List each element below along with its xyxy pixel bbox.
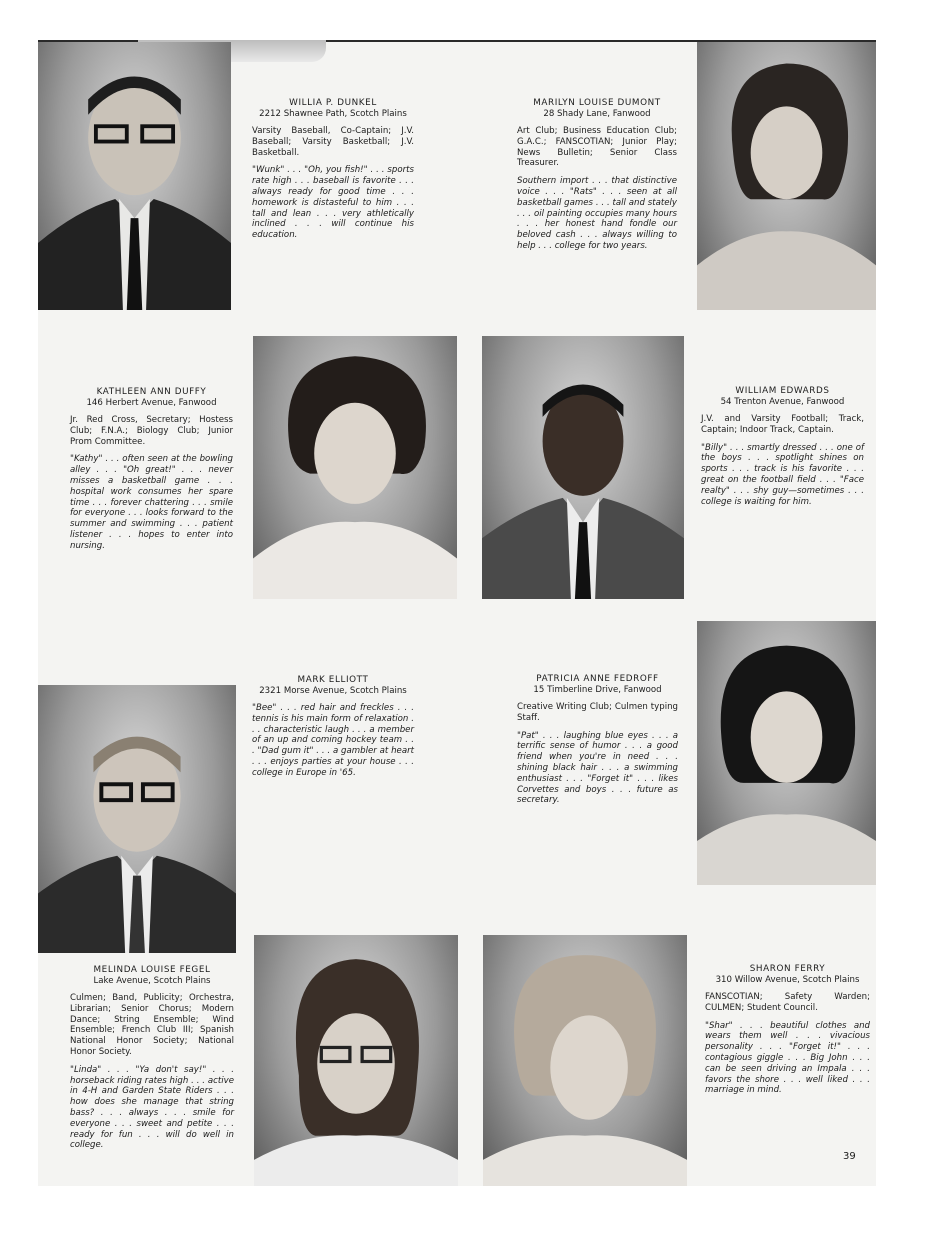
senior-quote: "Linda" . . . "Ya don't say!" . . . horseback riding rates high . . . active in 4-H and Garden State Riders . . . how does she manage that string bass? . . . always . . . smile for everyone . . . sweet and petite . . . ready for fun . . . will do well in college.	[70, 1064, 234, 1151]
portrait-kathleen-duffy	[253, 336, 457, 599]
bio-sharon-ferry	[705, 964, 870, 1096]
senior-address: 2321 Morse Avenue, Scotch Plains	[259, 686, 407, 696]
senior-quote: "Kathy" . . . often seen at the bowling alley . . . "Oh great!" . . . never misses a basketball game . . . hospital work consumes her spare time . . . forever chattering . . . smile for everyone . . . looks forward to the summer and swimming . . . patient listener . . . hopes to enter into nursing.	[70, 454, 233, 551]
senior-name: WILLIA P. DUNKEL	[289, 98, 377, 108]
senior-address: 2212 Shawnee Path, Scotch Plains	[259, 109, 407, 119]
senior-address: Lake Avenue, Scotch Plains	[93, 976, 211, 986]
portrait-marilyn-dumont	[697, 42, 876, 310]
bio-kathleen-duffy	[70, 387, 233, 552]
senior-name: KATHLEEN ANN DUFFY	[96, 387, 207, 397]
portrait-willia-dunkel	[38, 42, 231, 310]
senior-name: PATRICIA ANNE FEDROFF	[536, 674, 659, 684]
senior-name: SHARON FERRY	[749, 964, 826, 974]
senior-activities: Creative Writing Club; Culmen typing Staff.	[517, 702, 678, 723]
portrait-patricia-fedroff	[697, 621, 876, 885]
senior-quote: Southern import . . . that distinctive voice . . . "Rats" . . . seen at all basketball games . . . tall and stately . . . oil painting occupies many hours . . . her honest hand fondle our beloved cash . . . always willing to help . . . college for two years.	[517, 176, 677, 251]
portrait-sharon-ferry	[483, 935, 687, 1186]
senior-address: 310 Willow Avenue, Scotch Plains	[715, 975, 860, 985]
senior-activities: FANSCOTIAN; Safety Warden; CULMEN; Student Council.	[705, 992, 870, 1013]
senior-activities: Art Club; Business Education Club; G.A.C.; FANSCOTIAN; Junior Play; News Bulletin; Senior Class Treasurer.	[517, 126, 677, 169]
portrait-melinda-fegel	[254, 935, 458, 1186]
senior-address: 28 Shady Lane, Fanwood	[543, 109, 651, 119]
senior-address: 146 Herbert Avenue, Fanwood	[86, 398, 217, 408]
senior-quote: "Billy" . . . smartly dressed . . . one of the boys . . . spotlight shines on sports . . . track is his favorite . . . great on the football field . . . "Face realty" . . . shy guy—sometimes . . . college is waiting for him.	[701, 442, 864, 507]
senior-quote: "Bee" . . . red hair and freckles . . . tennis is his main form of relaxation . . . characteristic laugh . . . a member of an up and coming hockey team . . . "Dad gum it" . . . a gambler at heart . . . enjoys parties at your house . . . college in Europe in '65.	[252, 703, 414, 778]
portrait-mark-elliott	[38, 685, 236, 953]
senior-name: WILLIAM EDWARDS	[735, 386, 830, 396]
page-number: 39	[843, 1151, 856, 1162]
bio-marilyn-dumont	[517, 98, 677, 252]
bio-melinda-fegel	[70, 965, 234, 1151]
senior-activities: Jr. Red Cross, Secretary; Hostess Club; F.N.A.; Biology Club; Junior Prom Committee.	[70, 415, 233, 447]
yearbook-page	[38, 40, 876, 1186]
senior-quote: "Shar" . . . beautiful clothes and wears them well . . . vivacious personality . . . "Forget it!" . . . contagious giggle . . . Big John . . . can be seen driving an Impala . . . favors the shore . . . well liked . . . marriage in mind.	[705, 1020, 870, 1096]
bio-willia-dunkel	[252, 98, 414, 241]
senior-address: 54 Trenton Avenue, Fanwood	[720, 397, 845, 407]
bio-patricia-fedroff	[517, 674, 678, 806]
senior-name: MARK ELLIOTT	[297, 675, 369, 685]
senior-activities: J.V. and Varsity Football; Track, Captain; Indoor Track, Captain.	[701, 414, 864, 435]
senior-quote: "Wunk" . . . "Oh, you fish!" . . . sports rate high . . . baseball is favorite . . . always ready for good time . . . homework is distasteful to him . . . tall and lean . . . very athletically inclined . . . will continue his education.	[252, 165, 414, 241]
senior-activities: Culmen; Band, Publicity; Orchestra, Librarian; Senior Chorus; Modern Dance; String Ensemble; Wind Ensemble; French Club III; Spanish National Honor Society; National Honor Society.	[70, 993, 234, 1057]
senior-name: MELINDA LOUISE FEGEL	[93, 965, 211, 975]
senior-name: MARILYN LOUISE DUMONT	[533, 98, 661, 108]
senior-address: 15 Timberline Drive, Fanwood	[533, 685, 662, 695]
senior-activities: Varsity Baseball, Co-Captain; J.V. Baseball; Varsity Basketball; J.V. Basketball.	[252, 126, 414, 158]
portrait-william-edwards	[482, 336, 684, 599]
bio-william-edwards	[701, 386, 864, 507]
bio-mark-elliott	[252, 675, 414, 779]
senior-quote: "Pat" . . . laughing blue eyes . . . a terrific sense of humor . . . a good friend when you're in need . . . shining black hair . . . a swimming enthusiast . . . "Forget it" . . . likes Corvettes and boys . . . future as secretary.	[517, 730, 678, 806]
